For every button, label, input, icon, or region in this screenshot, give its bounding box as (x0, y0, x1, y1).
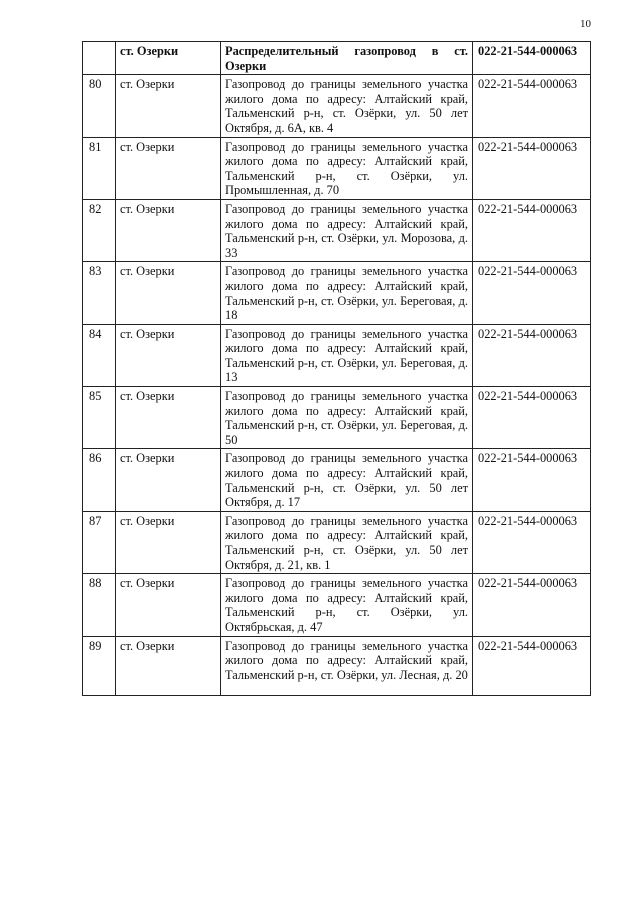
row-number-cell: 87 (83, 511, 116, 573)
row-number-cell: 83 (83, 262, 116, 324)
row-code-cell: 022-21-544-000063 (473, 137, 591, 199)
row-settlement-cell: ст. Озерки (116, 324, 221, 386)
page-number: 10 (580, 18, 591, 30)
header-cell-description: Распределительный газопровод в ст. Озерки (221, 42, 473, 75)
row-settlement-cell: ст. Озерки (116, 636, 221, 695)
row-description-cell: Газопровод до границы земельного участка жилого дома по адресу: Алтайский край, Тальменский р-н, ст. Озёрки, ул. Лесная, д. 20 (221, 636, 473, 695)
gas-pipeline-table (82, 41, 591, 696)
row-code-cell: 022-21-544-000063 (473, 324, 591, 386)
row-number-cell: 85 (83, 387, 116, 449)
row-description-cell: Газопровод до границы земельного участка жилого дома по адресу: Алтайский край, Тальменский р-н, ст. Озёрки, ул. Береговая, д. 13 (221, 324, 473, 386)
table-header-row (83, 42, 591, 75)
row-number-cell: 81 (83, 137, 116, 199)
row-code-cell: 022-21-544-000063 (473, 387, 591, 449)
row-number-cell: 80 (83, 75, 116, 137)
row-code-cell: 022-21-544-000063 (473, 574, 591, 636)
row-number-cell: 86 (83, 449, 116, 511)
table-row (83, 511, 591, 573)
row-description-cell: Газопровод до границы земельного участка жилого дома по адресу: Алтайский край, Тальменский р-н, ст. Озёрки, ул. Октябрьская, д. 47 (221, 574, 473, 636)
row-number-cell: 89 (83, 636, 116, 695)
header-cell-code: 022-21-544-000063 (473, 42, 591, 75)
table-row (83, 199, 591, 261)
row-description-cell: Газопровод до границы земельного участка жилого дома по адресу: Алтайский край, Тальменский р-н, ст. Озёрки, ул. 50 лет Октября, д. 21, кв. 1 (221, 511, 473, 573)
row-description-cell: Газопровод до границы земельного участка жилого дома по адресу: Алтайский край, Тальменский р-н, ст. Озёрки, ул. Береговая, д. 18 (221, 262, 473, 324)
row-settlement-cell: ст. Озерки (116, 137, 221, 199)
row-number-cell: 88 (83, 574, 116, 636)
row-description-cell: Газопровод до границы земельного участка жилого дома по адресу: Алтайский край, Тальменский р-н, ст. Озёрки, ул. Промышленная, д. 70 (221, 137, 473, 199)
row-settlement-cell: ст. Озерки (116, 387, 221, 449)
table-row (83, 449, 591, 511)
header-cell-num (83, 42, 116, 75)
row-number-cell: 82 (83, 199, 116, 261)
table-row (83, 574, 591, 636)
row-settlement-cell: ст. Озерки (116, 262, 221, 324)
table-row (83, 387, 591, 449)
table-row (83, 75, 591, 137)
row-code-cell: 022-21-544-000063 (473, 511, 591, 573)
table-row (83, 324, 591, 386)
row-description-cell: Газопровод до границы земельного участка жилого дома по адресу: Алтайский край, Тальменский р-н, ст. Озёрки, ул. 50 лет Октября, д. 6А, кв. 4 (221, 75, 473, 137)
row-settlement-cell: ст. Озерки (116, 574, 221, 636)
row-settlement-cell: ст. Озерки (116, 199, 221, 261)
row-description-cell: Газопровод до границы земельного участка жилого дома по адресу: Алтайский край, Тальменский р-н, ст. Озёрки, ул. 50 лет Октября, д. 17 (221, 449, 473, 511)
row-code-cell: 022-21-544-000063 (473, 199, 591, 261)
row-code-cell: 022-21-544-000063 (473, 262, 591, 324)
row-settlement-cell: ст. Озерки (116, 75, 221, 137)
row-number-cell: 84 (83, 324, 116, 386)
table-row (83, 636, 591, 695)
table-row (83, 262, 591, 324)
table-row (83, 137, 591, 199)
row-settlement-cell: ст. Озерки (116, 449, 221, 511)
row-code-cell: 022-21-544-000063 (473, 75, 591, 137)
header-cell-settlement: ст. Озерки (116, 42, 221, 75)
row-description-cell: Газопровод до границы земельного участка жилого дома по адресу: Алтайский край, Тальменский р-н, ст. Озёрки, ул. Береговая, д. 50 (221, 387, 473, 449)
row-description-cell: Газопровод до границы земельного участка жилого дома по адресу: Алтайский край, Тальменский р-н, ст. Озёрки, ул. Морозова, д. 33 (221, 199, 473, 261)
row-settlement-cell: ст. Озерки (116, 511, 221, 573)
row-code-cell: 022-21-544-000063 (473, 636, 591, 695)
row-code-cell: 022-21-544-000063 (473, 449, 591, 511)
